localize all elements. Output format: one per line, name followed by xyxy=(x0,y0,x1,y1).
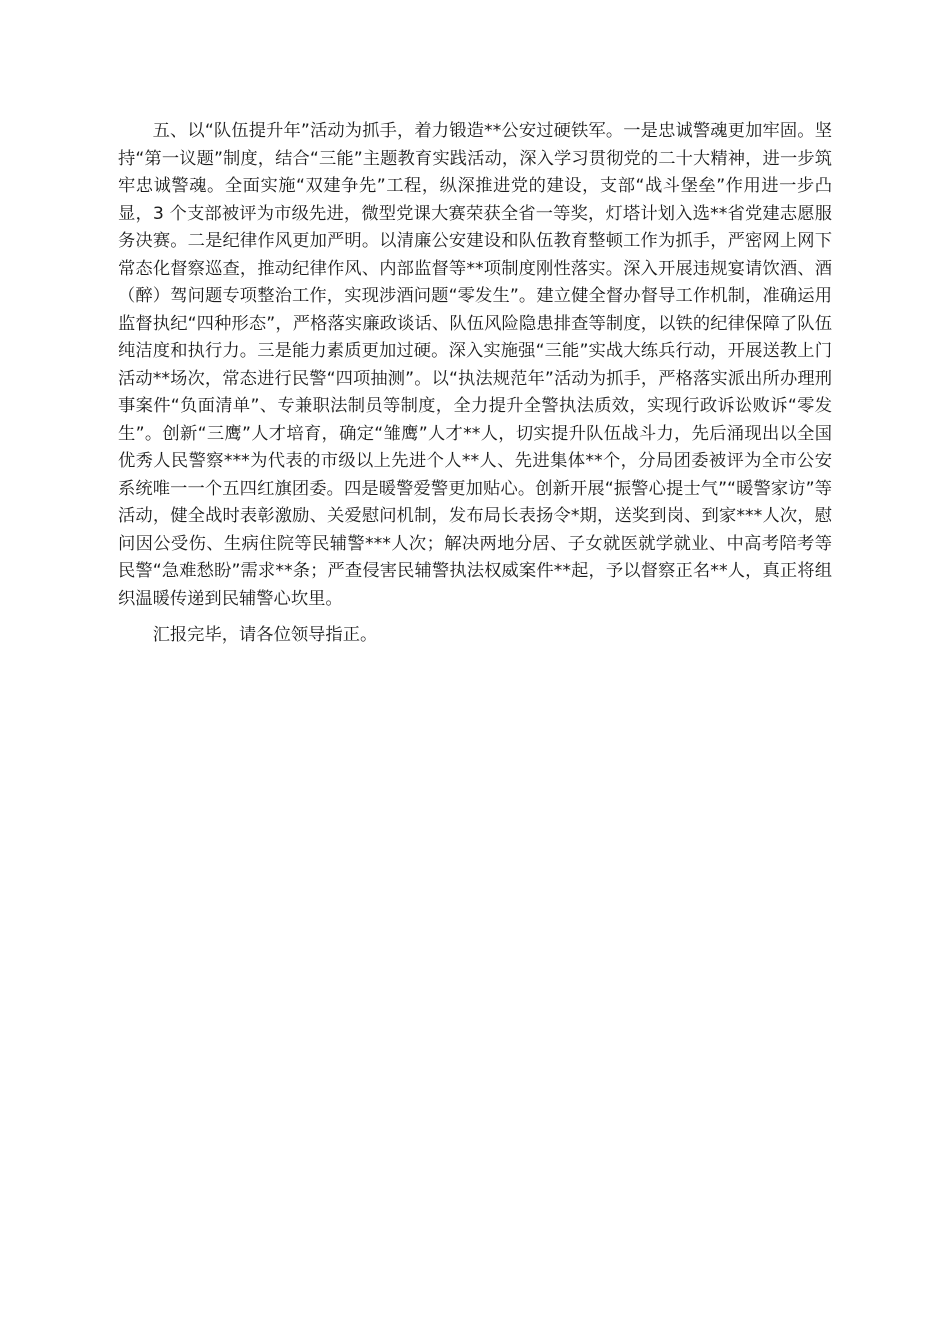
closing-remark: 汇报完毕，请各位领导指正。 xyxy=(152,625,378,645)
paragraph-five-lead-before: 五、以 xyxy=(152,121,205,141)
paragraph-five-lead-after: 活动为抓手，着力锻造 xyxy=(309,121,485,141)
document-body xyxy=(118,118,832,650)
paragraph-five-lead-stars: ** xyxy=(484,121,502,141)
paragraph-five-body: 公安过硬铁军。一是忠诚警魂更加牢固。坚持“第一议题”制度，结合“三能”主题教育实践活动，深入学习贯彻党的二十大精神，进一步筑牢忠诚警魂。全面实施“双建争先”工程，纵深推进党的建设，支部“战斗堡垒”作用进一步凸显，3 个支部被评为市级先进，微型党课大赛荣获全省一等奖，灯塔计划入选**省党建志愿服务决赛。二是纪律作风更加严明。以清廉公安建设和队伍教育整顿工作为抓手，严密网上网下常态化督察巡查，推动纪律作风、内部监督等**项制度刚性落实。深入开展违规宴请饮酒、酒（醉）驾问题专项整治工作，实现涉酒问题“零发生”。建立健全督办督导工作机制，准确运用监督执纪“四种形态”，严格落实廉政谈话、队伍风险隐患排查等制度，以铁的纪律保障了队伍纯洁度和执行力。三是能力素质更加过硬。深入实施强“三能”实战大练兵行动，开展送教上门活动**场次，常态进行民警“四项抽测”。以“执法规范年”活动为抓手，严格落实派出所办理刑事案件“负面清单”、专兼职法制员等制度，全力提升全警执法质效，实现行政诉讼败诉“零发生”。创新“三鹰”人才培育，确定“雏鹰”人才**人，切实提升队伍战斗力，先后涌现出以全国优秀人民警察***为代表的市级以上先进个人**人、先进集体**个，分局团委被评为全市公安系统唯一一个五四红旗团委。四是暖警爱警更加贴心。创新开展“振警心提士气”“暖警家访”等活动，健全战时表彰激励、关爱慰问机制，发布局长表扬令*期，送奖到岗、到家***人次，慰问因公受伤、生病住院等民辅警***人次；解决两地分居、子女就医就学就业、中高考陪考等民警“急难愁盼”需求**条；严查侵害民辅警执法权威案件**起，予以督察正名**人，真正将组织温暖传递到民辅警心坎里。 xyxy=(118,121,832,609)
paragraph-five xyxy=(118,118,832,613)
paragraph-five-lead-quote: “队伍提升年” xyxy=(204,121,310,141)
